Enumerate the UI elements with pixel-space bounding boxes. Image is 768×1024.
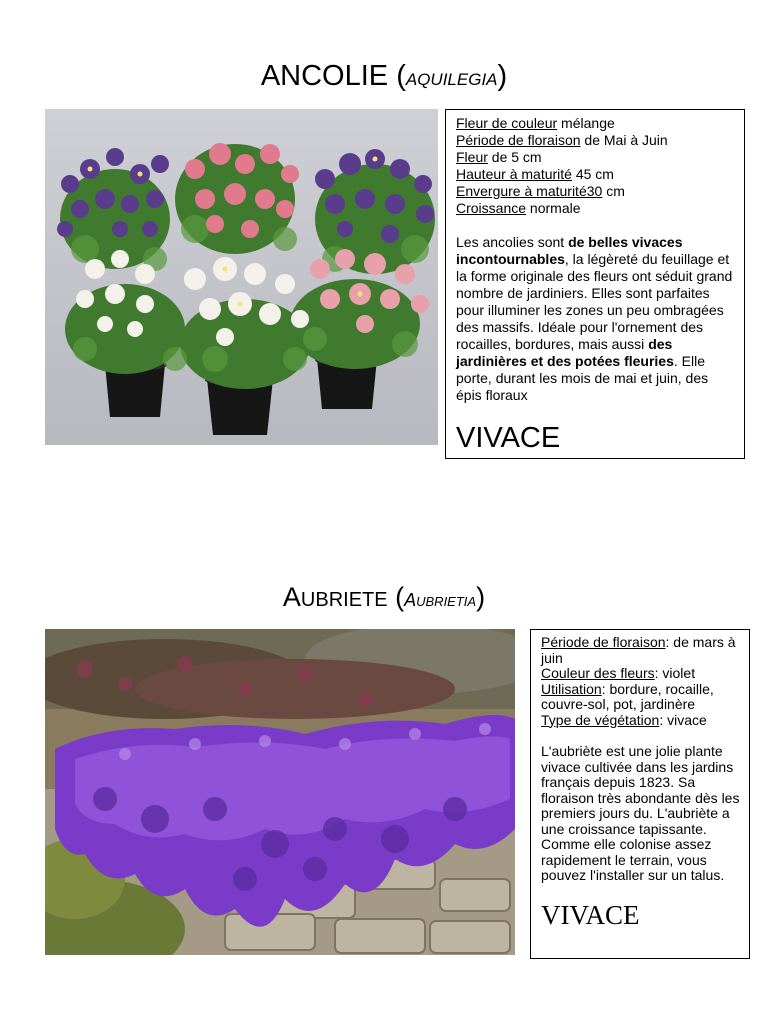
spec-label: Période de floraison xyxy=(456,132,581,148)
plant-name: ANCOLIE xyxy=(260,60,389,92)
plant-name: UBRIETE xyxy=(300,589,388,611)
spec-row xyxy=(541,635,741,666)
desc-bold: de belles vivaces incontournables xyxy=(456,234,683,267)
plant-latin-name: AQUILEGIA xyxy=(405,70,498,89)
plant-description: L'aubriète est une jolie plante vivace cultivée dans les jardins français depuis 1823. Sa floraison très abondante dès les premiers jours du. L'aubriète a une croissance tapissante. Comme elle colonise assez rapidement le terrain, vous pouvez l'installer sur un talus. xyxy=(541,743,740,883)
spec-label: Couleur des fleurs xyxy=(541,665,655,681)
desc-bold: des jardinières et des potées fleuries xyxy=(456,336,674,369)
spec-list xyxy=(456,115,735,217)
spec-row xyxy=(456,132,735,149)
spec-row xyxy=(541,713,741,729)
spec-label: Type de végétation xyxy=(541,711,660,728)
spec-value: : de mars à juin xyxy=(541,634,736,666)
spec-value: cm xyxy=(602,183,625,199)
spec-list xyxy=(541,635,741,728)
spec-value: 45 cm xyxy=(571,166,614,182)
paren-open: ( xyxy=(387,582,405,612)
paren-open: ( xyxy=(388,60,406,92)
spec-row xyxy=(541,682,741,713)
spec-value: : violet xyxy=(654,665,696,681)
spec-value: de 5 cm xyxy=(487,149,542,165)
spec-value: : vivace xyxy=(659,711,707,728)
spec-value: normale xyxy=(526,200,581,216)
spec-label: Période de floraison xyxy=(541,634,666,650)
spec-label: Croissance xyxy=(456,200,527,216)
desc-text: Les ancolies sont xyxy=(456,234,569,250)
paren-close: ) xyxy=(476,582,486,612)
spec-row xyxy=(456,166,735,183)
paren-close: ) xyxy=(497,60,508,92)
ancolie-info-box xyxy=(445,109,745,459)
spec-label: Fleur de couleur xyxy=(456,115,558,131)
plant-name-initial: A xyxy=(282,582,301,612)
spec-label: Utilisation xyxy=(541,680,602,697)
desc-text: , la légèreté du feuillage et la forme originale des fleurs ont séduit grand nombre de jardiniers. Elles sont parfaites pour illuminer les zones un peu ombragées des massifs. Idéale pour l'ornement des rocailles, bordures, mais aussi xyxy=(456,251,733,352)
spec-value: mélange xyxy=(557,115,615,131)
vivace-badge: VIVACE xyxy=(541,899,640,930)
plant-description xyxy=(456,234,735,404)
spec-value: : bordure, rocaille, couvre-sol, pot, jardinère xyxy=(541,680,714,712)
ancolie-photo xyxy=(45,109,438,445)
spec-label: Fleur xyxy=(456,149,488,165)
aubriete-photo xyxy=(45,629,515,955)
spec-row xyxy=(541,666,741,682)
aubriete-info-box xyxy=(530,629,750,959)
spec-label: Envergure à maturité30 xyxy=(456,183,603,199)
plant-latin-initial: A xyxy=(404,590,417,610)
plant-title-aubriete xyxy=(0,582,768,613)
spec-row xyxy=(456,183,735,200)
spec-label: Hauteur à maturité xyxy=(456,166,572,182)
plant-title-ancolie xyxy=(0,60,768,93)
spec-row xyxy=(456,115,735,132)
spec-row xyxy=(456,200,735,217)
spec-value: de Mai à Juin xyxy=(580,132,668,148)
vivace-badge: VIVACE xyxy=(456,422,561,454)
desc-text: . Elle porte, durant les mois de mai et juin, des épis floraux xyxy=(456,353,709,403)
spec-row xyxy=(456,149,735,166)
plant-latin-name: UBRIETIA xyxy=(416,594,477,609)
